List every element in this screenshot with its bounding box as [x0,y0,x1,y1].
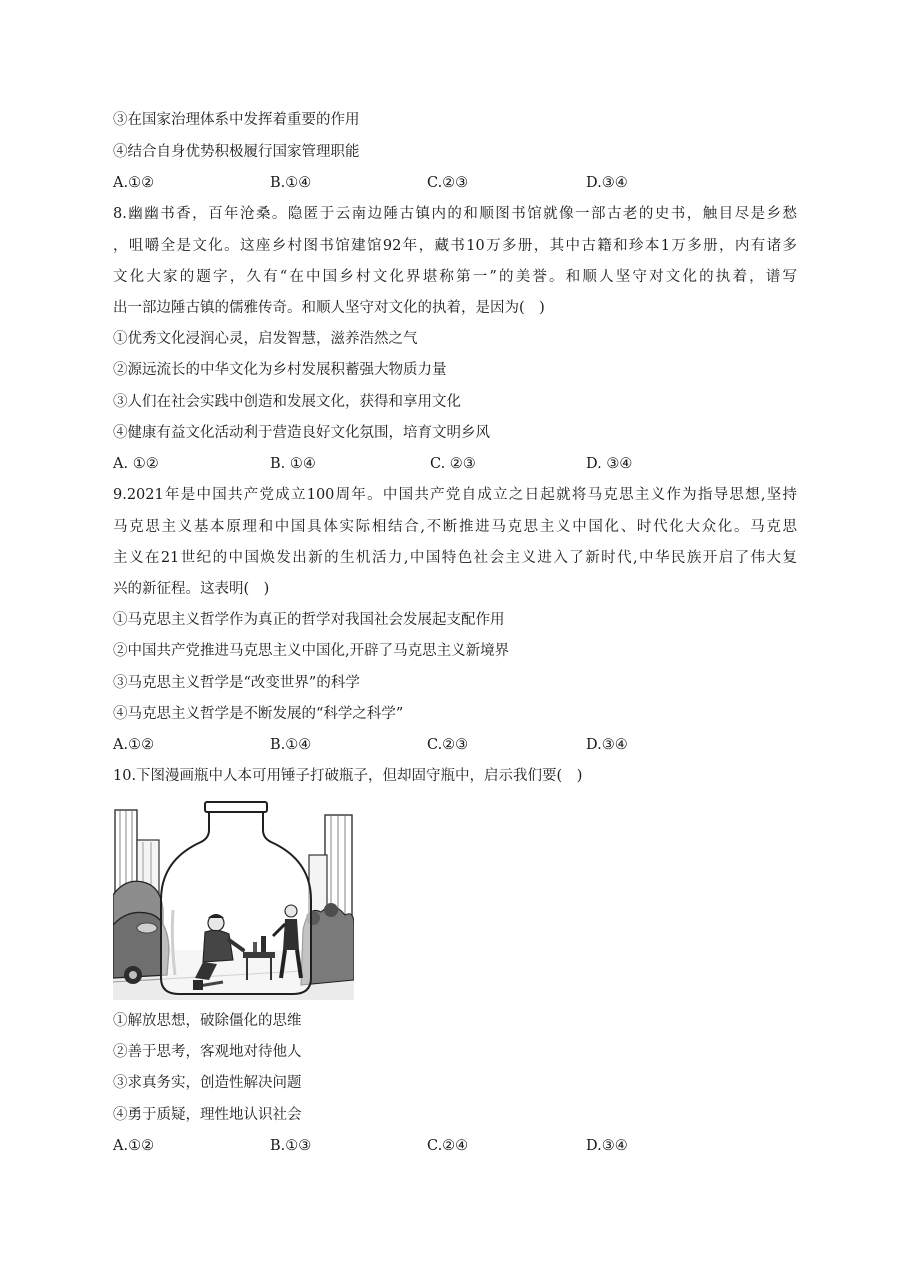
q9-option-d: D.③④ [586,737,628,753]
q9-stem-line-1: 9.2021年是中国共产党成立100周年。中国共产党自成立之日起就将马克思主义作为指导思想,坚持 [113,487,797,503]
q7-item-3: ③在国家治理体系中发挥着重要的作用 [113,112,360,128]
q8-option-d: D. ③④ [586,456,633,472]
q8-stem-line-2: ，咀嚼全是文化。这座乡村图书馆建馆92年，藏书10万多册，其中古籍和珍本1万多册，内有诸多 [113,238,797,254]
q9-item-4: ④马克思主义哲学是不断发展的“科学之科学” [113,706,404,722]
q9-stem-line-4: 兴的新征程。这表明( ) [113,581,270,597]
q9-item-1: ①马克思主义哲学作为真正的哲学对我国社会发展起支配作用 [113,612,505,628]
q8-stem-line-3: 文化大家的题字，久有“在中国乡村文化界堪称第一”的美誉。和顺人坚守对文化的执着，谱写 [113,269,797,285]
q10-option-b: B.①③ [270,1138,312,1154]
q10-option-d: D.③④ [586,1138,628,1154]
q8-item-4: ④健康有益文化活动利于营造良好文化氛围，培育文明乡风 [113,425,490,441]
q10-item-4: ④勇于质疑，理性地认识社会 [113,1107,302,1123]
q7-option-b: B.①④ [270,175,312,191]
q9-option-c: C.②③ [427,737,469,753]
q9-stem-line-3: 主义在21世纪的中国焕发出新的生机活力,中国特色社会主义进入了新时代,中华民族开启了伟大复 [113,550,797,566]
q10-item-2: ②善于思考，客观地对待他人 [113,1044,302,1060]
q8-option-a: A. ①② [113,456,159,472]
q10-option-a: A.①② [113,1138,155,1154]
q8-item-3: ③人们在社会实践中创造和发展文化，获得和享用文化 [113,394,461,410]
q10-item-1: ①解放思想，破除僵化的思维 [113,1013,302,1029]
q8-item-1: ①优秀文化浸润心灵，启发智慧，滋养浩然之气 [113,331,418,347]
q9-stem-line-2: 马克思主义基本原理和中国具体实际相结合,不断推进马克思主义中国化、时代化大众化。马克思 [113,519,797,535]
q10-stem: 10.下图漫画瓶中人本可用锤子打破瓶子，但却固守瓶中，启示我们要( ) [113,768,583,784]
q10-option-c: C.②④ [427,1138,469,1154]
q9-item-2: ②中国共产党推进马克思主义中国化,开辟了马克思主义新境界 [113,643,510,659]
bottle-cartoon-image [113,800,354,1000]
q7-option-d: D.③④ [586,175,628,191]
q9-option-a: A.①② [113,737,155,753]
q8-stem-line-1: 8.幽幽书香，百年沧桑。隐匿于云南边陲古镇内的和顺图书馆就像一部古老的史书，触目尽是乡愁 [113,206,797,222]
q10-item-3: ③求真务实，创造性解决问题 [113,1075,302,1091]
q8-option-c: C. ②③ [430,456,476,472]
q9-option-b: B.①④ [270,737,312,753]
q7-option-a: A.①② [113,175,155,191]
q8-item-2: ②源远流长的中华文化为乡村发展积蓄强大物质力量 [113,362,447,378]
q7-item-4: ④结合自身优势积极履行国家管理职能 [113,144,360,160]
q8-option-b: B. ①④ [270,456,316,472]
q9-item-3: ③马克思主义哲学是“改变世界”的科学 [113,675,360,691]
q7-option-c: C.②③ [427,175,469,191]
q8-stem-line-4: 出一部边陲古镇的儒雅传奇。和顺人坚守对文化的执着，是因为( ) [113,300,545,316]
